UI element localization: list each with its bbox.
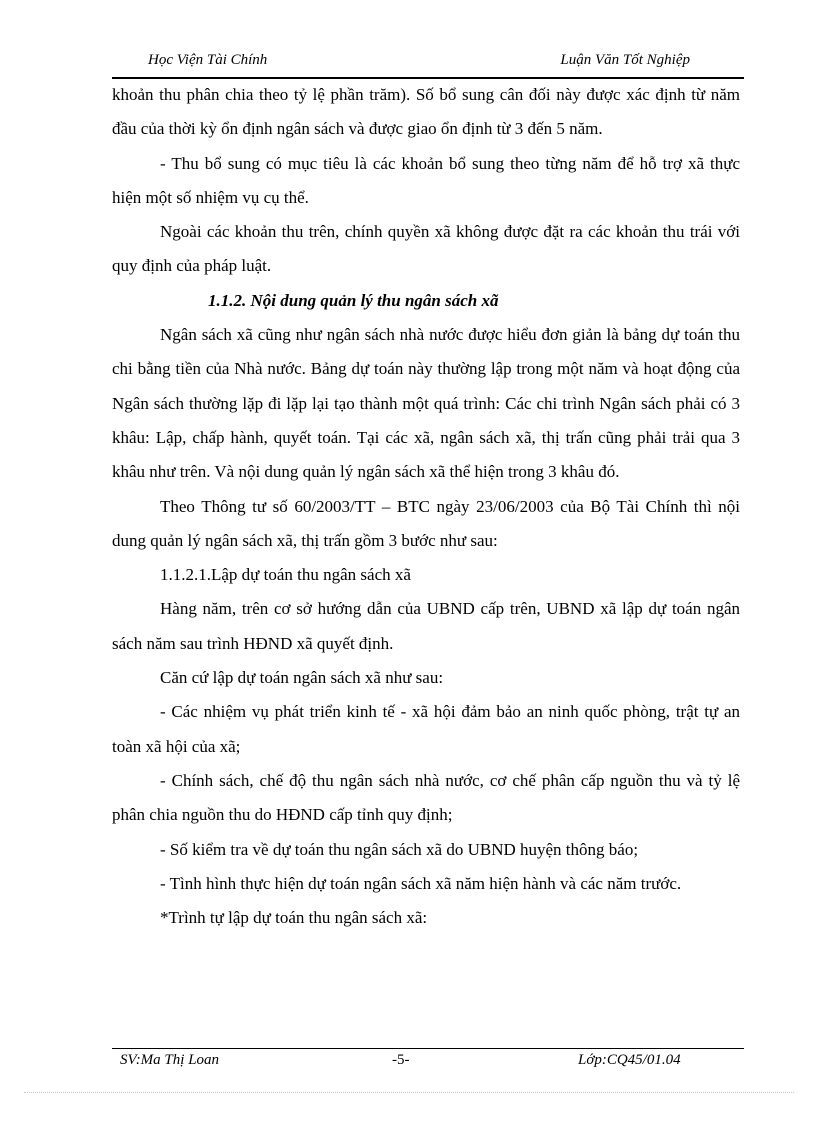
footer-divider <box>112 1048 744 1049</box>
page-boundary <box>24 1092 794 1093</box>
paragraph-other-revenue: Ngoài các khoản thu trên, chính quyền xã không được đặt ra các khoản thu trái với quy định của pháp luật. <box>112 222 740 276</box>
footer-student-name: SV:Ma Thị Loan <box>120 1052 220 1068</box>
paragraph-circular-reference: Theo Thông tư số 60/2003/TT – BTC ngày 23/06/2003 của Bộ Tài Chính thì nội dung quản lý ngân sách xã, thị trấn gồm 3 bước như sau: <box>112 496 740 550</box>
list-item-check-figures: - Số kiểm tra về dự toán thu ngân sách xã do UBND huyện thông báo; <box>160 839 639 859</box>
footer-class-code: Lớp:CQ45/01.04 <box>578 1052 681 1068</box>
paragraph-basis-intro: Căn cứ lập dự toán ngân sách xã như sau: <box>160 668 444 688</box>
page-header <box>138 52 694 74</box>
body-text <box>112 78 740 935</box>
paragraph-targeted-supplement: - Thu bổ sung có mục tiêu là các khoản bổ sung theo từng năm để hỗ trợ xã thực hiện một số nhiệm vụ cụ thể. <box>112 153 740 207</box>
list-item-revenue-policy: - Chính sách, chế độ thu ngân sách nhà nước, cơ chế phân cấp nguồn thu và tỷ lệ phân chia nguồn thu do HĐND cấp tỉnh quy định; <box>112 770 740 825</box>
paragraph-annual-planning: Hàng năm, trên cơ sở hướng dẫn của UBND cấp trên, UBND xã lập dự toán ngân sách năm sau trình HĐND xã quyết định. <box>112 599 740 653</box>
page-footer <box>112 1052 744 1074</box>
paragraph-procedure-intro: *Trình tự lập dự toán thu ngân sách xã: <box>160 908 428 928</box>
paragraph-continuation: khoản thu phân chia theo tỷ lệ phần trăm). Số bổ sung cân đối này được xác định từ năm đầu của thời kỳ ổn định ngân sách và được giao ổn định từ 3 đến 5 năm. <box>112 85 740 139</box>
header-institution: Học Viện Tài Chính <box>148 52 268 68</box>
paragraph-budget-definition: Ngân sách xã cũng như ngân sách nhà nước được hiểu đơn giản là bảng dự toán thu chi bằng tiền của Nhà nước. Bảng dự toán này thường lập trong một năm và hoạt động của Ngân sách thường lặp đi lặp lại tạo thành một quá trình: Các chi trình Ngân sách phải có 3 khâu: Lập, chấp hành, quyết toán. Tại các xã, ngân sách xã, thị trấn cũng phải trải qua 3 khâu như trên. Và nội dung quản lý ngân sách xã thể hiện trong 3 khâu đó. <box>112 325 740 482</box>
section-heading: 1.1.2. Nội dung quản lý thu ngân sách xã <box>208 290 499 310</box>
footer-page-number: -5- <box>392 1052 410 1068</box>
list-item-implementation-status: - Tình hình thực hiện dự toán ngân sách xã năm hiện hành và các năm trước. <box>160 873 682 893</box>
header-document-type: Luận Văn Tốt Nghiệp <box>560 52 690 68</box>
list-item-economic-tasks: - Các nhiệm vụ phát triển kinh tế - xã hội đảm bảo an ninh quốc phòng, trật tự an toàn xã hội của xã; <box>112 702 740 756</box>
subsection-heading: 1.1.2.1.Lập dự toán thu ngân sách xã <box>160 565 411 585</box>
